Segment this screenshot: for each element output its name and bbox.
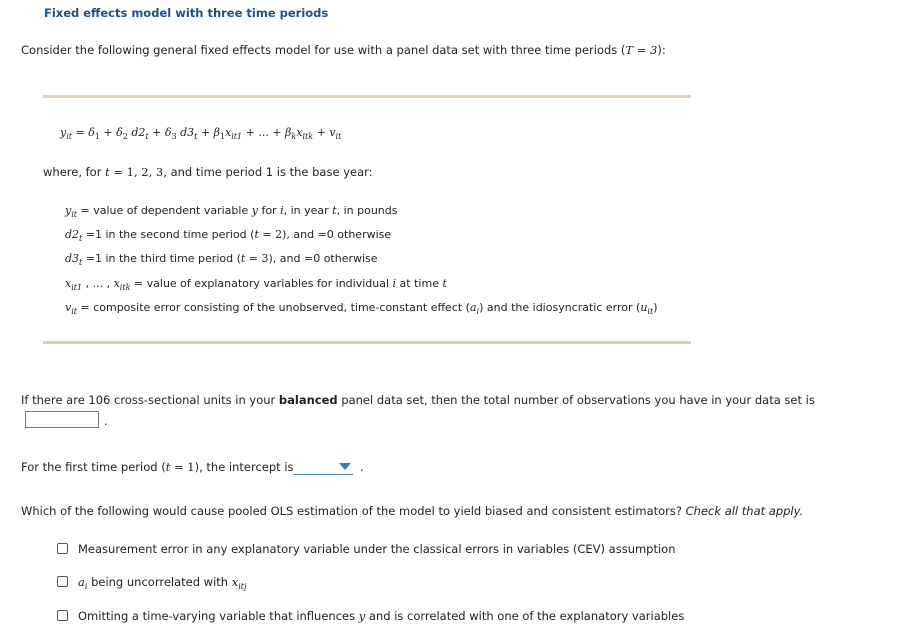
option-label-2[interactable]: $a_i$ being uncorrelated with $x_{itj}$ xyxy=(78,575,247,591)
option-checkbox-3[interactable] xyxy=(57,610,68,621)
where-clause: where, for t = 1, 2, 3, and time period 1 is the base year: xyxy=(43,165,373,179)
divider-bottom xyxy=(43,341,691,344)
question-observations: If there are 106 cross-sectional units in your balanced panel data set, then the total number of observations you have in your data set is xyxy=(21,393,815,407)
option-label-1[interactable]: Measurement error in any explanatory variable under the classical errors in variables (CEV) assumption xyxy=(78,542,676,556)
question-pooled-ols: Which of the following would cause pooled OLS estimation of the model to yield biased and consistent estimators? Check all that apply. xyxy=(21,504,804,518)
intercept-period: . xyxy=(360,460,364,474)
definition-d2: $d2_t =1$ in the second time period (t = 2), and =0 otherwise xyxy=(65,228,392,243)
definition-d3: $d3_t =1$ in the third time period (t = 3), and =0 otherwise xyxy=(65,252,378,267)
observations-input[interactable] xyxy=(25,411,99,428)
question-intercept: For the first time period (t = 1), the intercept is xyxy=(21,460,294,474)
option-label-3[interactable]: Omitting a time-varying variable that influences y and is correlated with one of the explanatory variables xyxy=(78,609,685,623)
observations-period: . xyxy=(104,414,108,428)
divider-top xyxy=(43,95,691,98)
option-checkbox-1[interactable] xyxy=(57,543,68,554)
intro-text: Consider the following general fixed effects model for use with a panel data set with three time periods (T = 3): xyxy=(21,43,666,57)
model-equation: $y_{it} = \delta_1 + \delta_2$ $d2_t + \delta_3$ $d3_t + \beta_1x_{it1}$ + ... + $\beta_kx_{itk} + v_{it}$ xyxy=(60,126,342,141)
chevron-down-icon xyxy=(339,463,351,470)
definition-v: $v_{it}$ = composite error consisting of the unobserved, time-constant effect $(a_i)$ and the idiosyncratic error $(u_{it})$ xyxy=(65,301,658,316)
definition-x: $x_{it1}$ , ... , $x_{itk}$ = value of explanatory variables for individual i at time t xyxy=(65,277,447,292)
definition-y: $y_{it}$ = value of dependent variable y for i, in year t, in pounds xyxy=(65,204,398,219)
intercept-dropdown[interactable] xyxy=(293,458,353,475)
page-title: Fixed effects model with three time periods xyxy=(44,6,329,20)
option-checkbox-2[interactable] xyxy=(57,576,68,587)
